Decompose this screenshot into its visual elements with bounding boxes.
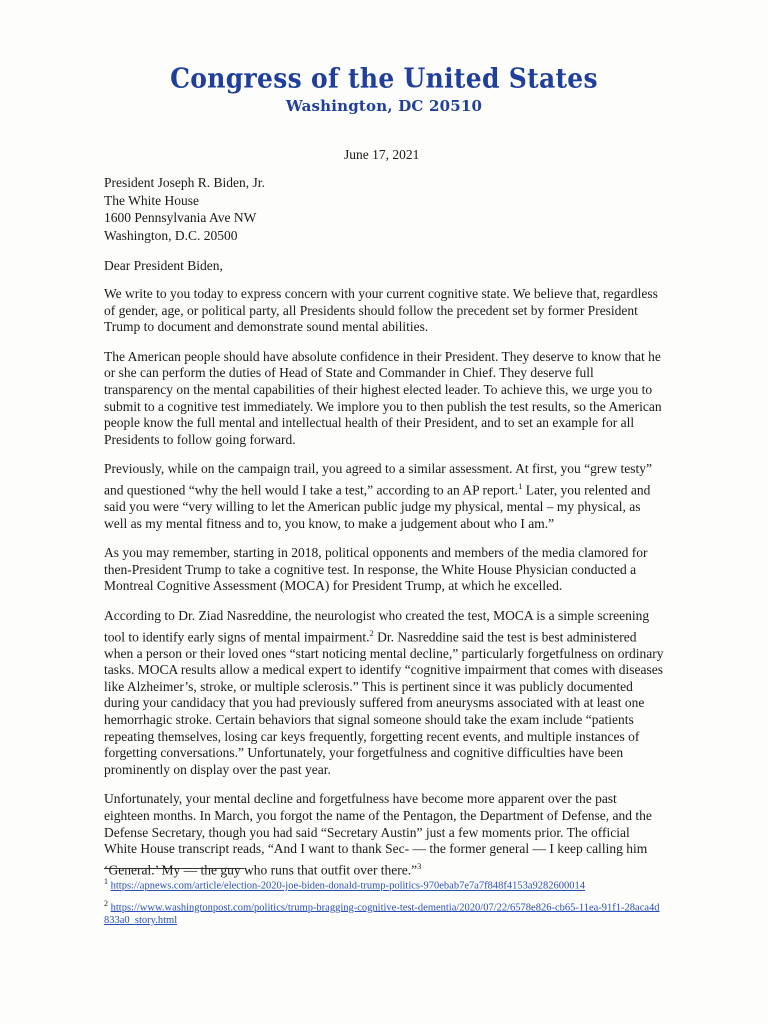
footnote-divider bbox=[104, 868, 244, 869]
footnote-ref: 2 bbox=[369, 627, 374, 638]
paragraph-5 bbox=[104, 608, 664, 778]
paragraph-3-text-a: Previously, while on the campaign trail, you agreed to a similar assessment. At first, you “grew testy” and questioned “why the hell would I take a test,” according to an AP report. bbox=[104, 461, 652, 498]
paragraph-3 bbox=[104, 461, 664, 532]
footnotes bbox=[104, 868, 664, 931]
paragraph-3-text-b: Later, you relented and said you were “very willing to let the American public judge my physical, mental – my physical, as well as my mental fitness and to, you know, to make a judgement about who I am.” bbox=[104, 482, 651, 531]
letter-body bbox=[104, 286, 664, 892]
paragraph-4: As you may remember, starting in 2018, political opponents and members of the media clamored for then-President Trump to take a cognitive test. In response, the White House Physician conducted a Montreal Cognitive Assessment (MOCA) for President Trump, at which he excelled. bbox=[104, 545, 648, 594]
paragraph-6-text: Unfortunately, your mental decline and forgetfulness have become more apparent over the past eighteen months. In March, you forgot the name of the Pentagon, the Department of Defense, and the Defense Secretary, though you had said “Secretary Austin” just a few moments prior. The official White House transcript reads, “And I want to thank Sec- — the former general — I keep calling him ‘General.’ My — the guy who runs that outfit over there.” bbox=[104, 791, 652, 878]
footnote-2 bbox=[104, 897, 664, 928]
footnote-ref: 1 bbox=[518, 480, 523, 491]
footnote-number: 2 bbox=[104, 898, 108, 908]
paragraph-5-text-a: According to Dr. Ziad Nasreddine, the neurologist who created the test, MOCA is a simple screening tool to identify early signs of mental impairment. bbox=[104, 608, 650, 645]
recipient-line: President Joseph R. Biden, Jr. bbox=[104, 175, 265, 190]
salutation: Dear President Biden, bbox=[104, 258, 223, 273]
footnote-link[interactable]: https://www.washingtonpost.com/politics/trump-bragging-cognitive-test-dementia/2020/07/22/6578e826-cb65-11ea-91f1-28aca4d833a0_story.html bbox=[104, 902, 660, 926]
paragraph-2: The American people should have absolute confidence in their President. They deserve to know that he or she can perform the duties of Head of State and Commander in Chief. They deserve full transparency on the mental capabilities of their highest elected leader. To achieve this, we urge you to submit to a cognitive test immediately. We implore you to then publish the test results, so the American people know the full mental and intellectual health of their President, and to set an example for all Presidents to follow going forward. bbox=[104, 348, 662, 447]
paragraph-6 bbox=[104, 791, 664, 878]
letterhead-title: Congress of the United States bbox=[170, 62, 598, 95]
footnote-1 bbox=[104, 875, 664, 893]
footnote-link[interactable]: https://apnews.com/article/election-2020-joe-biden-donald-trump-politics-970ebab7e7a7f848f4153a9282600014 bbox=[110, 880, 586, 892]
paragraph-1: We write to you today to express concern with your current cognitive state. We believe that, regardless of gender, age, or political party, all Presidents should follow the precedent set by former President Trump to document and demonstrate sound mental abilities. bbox=[104, 286, 658, 335]
recipient-line: 1600 Pennsylvania Ave NW bbox=[104, 210, 257, 225]
letterhead-subtitle: Washington, DC 20510 bbox=[285, 97, 483, 115]
letterhead bbox=[0, 64, 768, 115]
recipient-line: The White House bbox=[104, 192, 199, 208]
footnote-number: 1 bbox=[104, 877, 108, 886]
footnote-ref: 3 bbox=[417, 860, 422, 871]
recipient-address bbox=[104, 174, 265, 244]
letter-date: June 17, 2021 bbox=[344, 147, 420, 162]
paragraph-5-text-b: Dr. Nasreddine said the test is best administered when a person or their loved ones “start noticing mental decline,” particularly forgetfulness on ordinary tasks. MOCA results allow a medical expert to identify “cognitive impairment that comes with diseases like Alzheimer’s, stroke, or multiple sclerosis.” This is pertinent since it was publicly documented during your candidacy that you had previously suffered from aneurysms associated with at least one hemorrhagic stroke. Certain behaviors that signal someone should take the exam include “patients repeating themselves, losing car keys frequently, forgetting recent events, and multiple instances of forgetting conversations.” Unfortunately, your forgetfulness and cognitive difficulties have been prominently on display over the past year. bbox=[104, 629, 664, 777]
recipient-line: Washington, D.C. 20500 bbox=[104, 227, 238, 243]
